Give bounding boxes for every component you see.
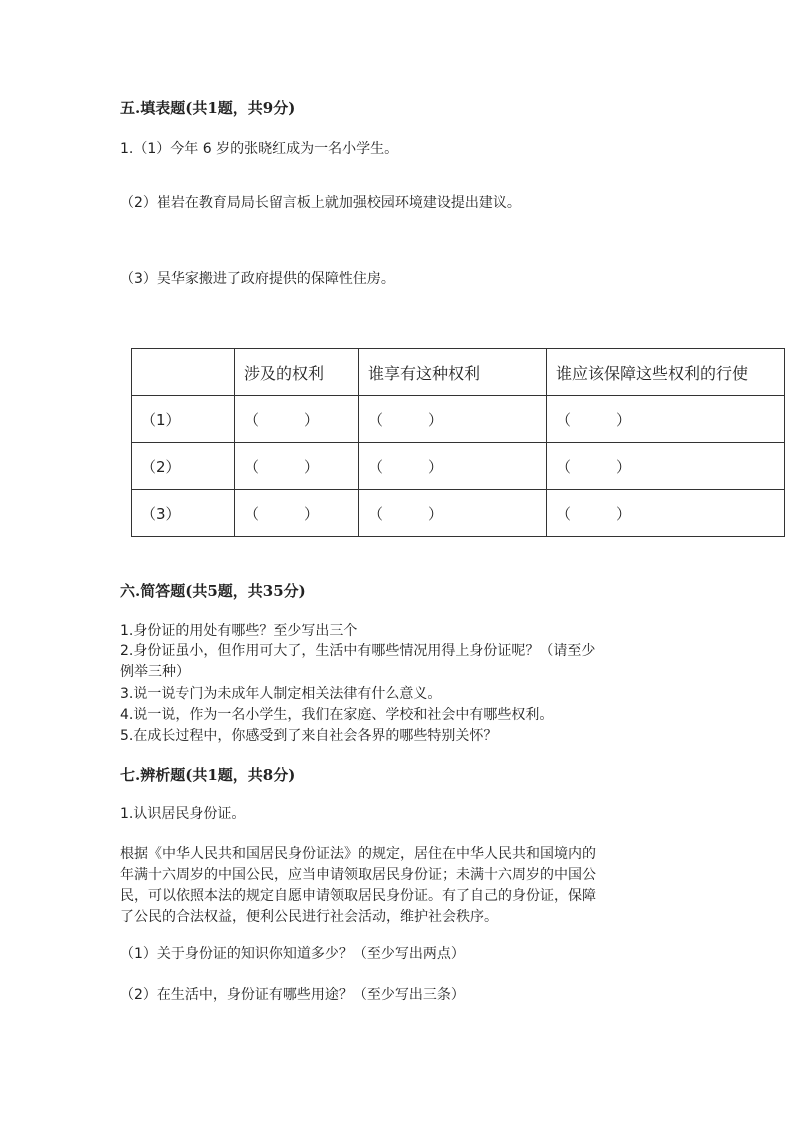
section7-paragraph-line3: 民，可以依照本法的规定自愿申请领取居民身份证。有了自己的身份证，保障 (120, 888, 596, 904)
section7-paragraph-line1: 根据《中华人民共和国居民身份证法》的规定，居住在中华人民共和国境内的 (120, 846, 596, 862)
section6-heading: 六.简答题(共5题，共35分) (120, 582, 306, 600)
table-row (132, 490, 785, 537)
section7-sub2: （2）在生活中，身份证有哪些用途？（至少写出三条） (120, 987, 465, 1003)
answer-blank: （ ） (359, 490, 547, 537)
table-row (132, 396, 785, 443)
section7-paragraph-line2: 年满十六周岁的中国公民，应当申请领取居民身份证；未满十六周岁的中国公 (120, 867, 596, 883)
section7-paragraph-line4: 了公民的合法权益，便利公民进行社会活动，维护社会秩序。 (120, 909, 498, 925)
table-header-cell: 谁应该保障这些权利的行使 (547, 349, 785, 396)
table-row-label: （3） (132, 490, 235, 537)
table-header-row (132, 349, 785, 396)
table-header-cell: 涉及的权利 (235, 349, 359, 396)
section5-heading: 五.填表题(共1题，共9分) (120, 99, 296, 117)
section7-sub1: （1）关于身份证的知识你知道多少？（至少写出两点） (120, 946, 465, 962)
answer-blank: （ ） (235, 490, 359, 537)
answer-blank: （ ） (547, 396, 785, 443)
section6-q5: 5.在成长过程中，你感受到了来自社会各界的哪些特别关怀？ (120, 728, 498, 744)
rights-table (131, 348, 785, 537)
section5-q1-part2: （2）崔岩在教育局局长留言板上就加强校园环境建设提出建议。 (120, 195, 521, 211)
table-header-cell (132, 349, 235, 396)
table-row-label: （2） (132, 443, 235, 490)
table-header-cell: 谁享有这种权利 (359, 349, 547, 396)
answer-blank: （ ） (359, 396, 547, 443)
section5-q1-part3: （3）吴华家搬进了政府提供的保障性住房。 (120, 271, 395, 287)
answer-blank: （ ） (547, 443, 785, 490)
section6-q2-line1: 2.身份证虽小，但作用可大了，生活中有哪些情况用得上身份证呢？（请至少 (120, 643, 596, 659)
table-row-label: （1） (132, 396, 235, 443)
answer-blank: （ ） (235, 443, 359, 490)
section5-q1-part1: 1.（1）今年 6 岁的张晓红成为一名小学生。 (120, 141, 399, 157)
table-row (132, 443, 785, 490)
answer-blank: （ ） (235, 396, 359, 443)
section6-q3: 3.说一说专门为未成年人制定相关法律有什么意义。 (120, 686, 442, 702)
section7-heading: 七.辨析题(共1题，共8分) (120, 766, 296, 784)
answer-blank: （ ） (359, 443, 547, 490)
answer-blank: （ ） (547, 490, 785, 537)
section6-q1: 1.身份证的用处有哪些？至少写出三个 (120, 623, 358, 639)
section6-q4: 4.说一说，作为一名小学生，我们在家庭、学校和社会中有哪些权利。 (120, 707, 554, 723)
section7-q1: 1.认识居民身份证。 (120, 806, 246, 822)
section6-q2-line2: 例举三种） (120, 664, 190, 680)
